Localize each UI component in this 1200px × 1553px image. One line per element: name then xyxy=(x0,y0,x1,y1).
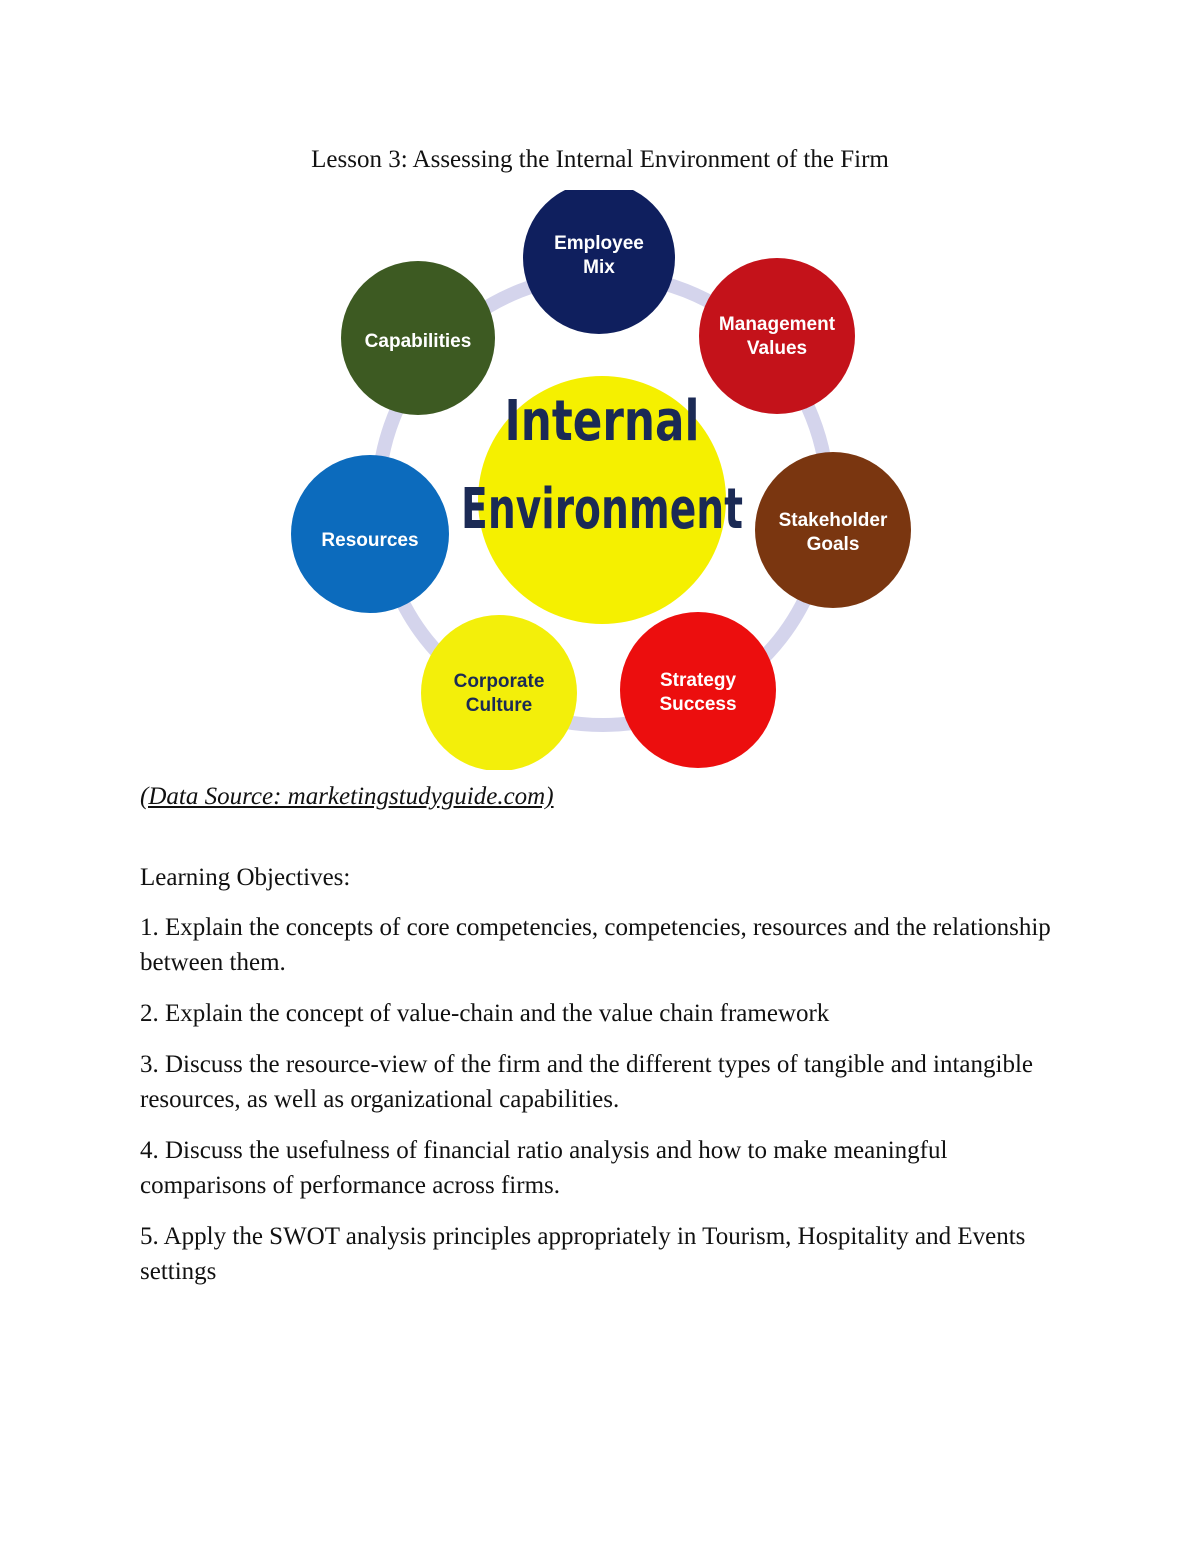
node-management-values xyxy=(699,258,855,414)
node-resources xyxy=(291,455,449,613)
node-label-line1: Management xyxy=(718,314,836,335)
node-label-line2: Goals xyxy=(806,534,860,555)
node-employee-mix xyxy=(523,190,675,334)
node-capabilities xyxy=(341,261,495,415)
learning-objectives xyxy=(140,860,1060,1305)
node-label-line2: Values xyxy=(746,338,808,359)
objective-item: 3. Discuss the resource-view of the firm and the different types of tangible and intangible resources, as well as organizational capabilities. xyxy=(140,1051,1034,1113)
node-circle xyxy=(421,615,577,770)
node-strategy-success xyxy=(620,612,776,768)
center-label-line1: Internal xyxy=(504,387,700,454)
node-label-line1: Resources xyxy=(321,530,419,551)
node-label-line1: Employee xyxy=(554,233,644,254)
node-label-line2: Culture xyxy=(465,695,533,716)
data-source-link[interactable]: (Data Source: marketingstudyguide.com) xyxy=(140,783,554,810)
node-label-line2: Success xyxy=(659,694,737,715)
node-stakeholder-goals xyxy=(755,452,911,608)
center-label-line2: Environment xyxy=(461,477,743,542)
node-label-line2: Mix xyxy=(583,257,615,278)
node-label-line1: Strategy xyxy=(659,670,737,691)
center-node xyxy=(461,376,743,624)
objectives-heading: Learning Objectives: xyxy=(140,864,351,891)
internal-environment-diagram xyxy=(280,190,920,770)
node-circle xyxy=(699,258,855,414)
objective-item: 5. Apply the SWOT analysis principles appropriately in Tourism, Hospitality and Events settings xyxy=(140,1223,1026,1285)
objective-item: 1. Explain the concepts of core competencies, competencies, resources and the relationship between them. xyxy=(140,914,1051,976)
objective-item: 2. Explain the concept of value-chain and the value chain framework xyxy=(140,1000,830,1027)
node-label-line1: Corporate xyxy=(453,671,545,692)
node-label-line1: Capabilities xyxy=(364,331,472,352)
node-label-line1: Stakeholder xyxy=(778,510,888,531)
objective-item: 4. Discuss the usefulness of financial ratio analysis and how to make meaningful comparisons of performance across firms. xyxy=(140,1137,948,1199)
node-corporate-culture xyxy=(421,615,577,770)
page-title: Lesson 3: Assessing the Internal Environment of the Firm xyxy=(311,146,889,173)
